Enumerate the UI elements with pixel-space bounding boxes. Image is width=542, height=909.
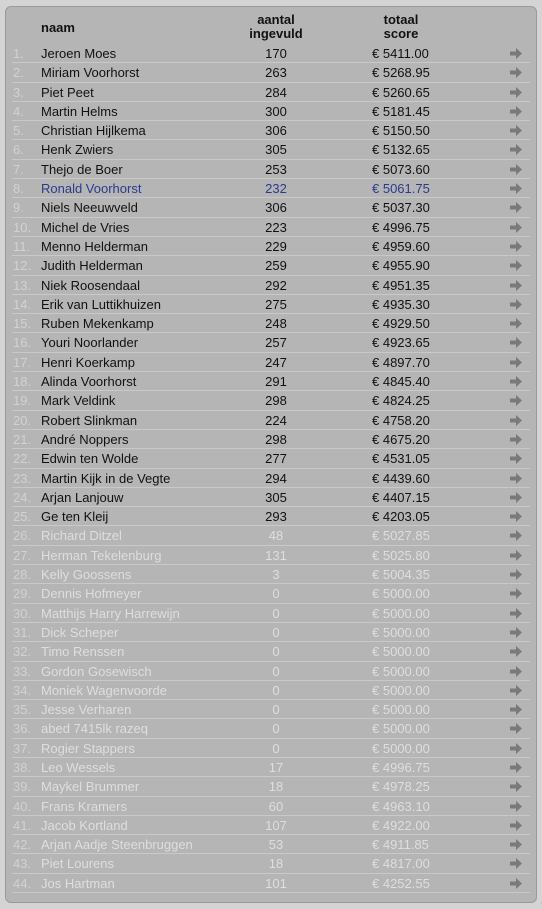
player-name: Frans Kramers: [41, 798, 127, 814]
arrow-right-icon[interactable]: [510, 569, 522, 580]
ranking-row[interactable]: [6, 333, 536, 352]
arrow-right-icon[interactable]: [510, 473, 522, 484]
player-name: Niek Roosendaal: [41, 277, 141, 293]
arrow-right-icon[interactable]: [510, 685, 522, 696]
arrow-right-icon[interactable]: [510, 530, 522, 541]
filled-count: 306: [265, 200, 287, 216]
total-score: € 4817.00: [372, 856, 430, 872]
player-name: Ruben Mekenkamp: [41, 316, 154, 332]
total-score: € 5260.65: [372, 84, 430, 100]
rank-number: 22.: [13, 451, 32, 467]
rank-number: 11.: [13, 238, 31, 254]
filled-count: 0: [272, 721, 280, 737]
player-name: Edwin ten Wolde: [41, 451, 139, 467]
arrow-right-icon[interactable]: [510, 511, 522, 522]
rank-number: 38.: [13, 759, 32, 775]
filled-count: 305: [265, 142, 287, 158]
arrow-right-icon[interactable]: [510, 202, 522, 213]
total-score: € 4929.50: [372, 316, 430, 332]
ranking-row[interactable]: [6, 835, 536, 854]
ranking-row[interactable]: [6, 276, 536, 295]
ranking-row[interactable]: [6, 314, 536, 333]
ranking-row[interactable]: [6, 488, 536, 507]
ranking-row[interactable]: [6, 430, 536, 449]
header-name: naam: [41, 20, 75, 35]
rank-number: 28.: [13, 567, 32, 583]
player-name: Piet Lourens: [41, 856, 114, 872]
arrow-right-icon[interactable]: [510, 299, 522, 310]
filled-count: 224: [265, 412, 287, 428]
total-score: € 5132.65: [372, 142, 430, 158]
ranking-row[interactable]: [6, 623, 536, 642]
ranking-row[interactable]: [6, 449, 536, 468]
player-name: Mark Veldink: [41, 393, 116, 409]
total-score: € 4922.00: [372, 817, 430, 833]
ranking-row[interactable]: [6, 218, 536, 237]
arrow-right-icon[interactable]: [510, 646, 522, 657]
header-score: [351, 13, 451, 41]
arrow-right-icon[interactable]: [510, 241, 522, 252]
total-score: € 4955.90: [372, 258, 430, 274]
ranking-row[interactable]: [6, 507, 536, 526]
rank-number: 24.: [13, 489, 32, 505]
rank-number: 33.: [13, 663, 32, 679]
rank-number: 30.: [13, 605, 32, 621]
total-score: € 4407.15: [372, 489, 430, 505]
player-name: Timo Renssen: [41, 644, 125, 660]
rank-number: 6.: [13, 142, 24, 158]
filled-count: 229: [265, 238, 287, 254]
arrow-right-icon[interactable]: [510, 280, 522, 291]
player-name: Rogier Stappers: [41, 740, 135, 756]
filled-count: 0: [272, 586, 280, 602]
rank-number: 18.: [13, 374, 32, 390]
rank-number: 5.: [13, 123, 24, 139]
total-score: € 5073.60: [372, 161, 430, 177]
filled-count: 170: [265, 46, 287, 61]
filled-count: 277: [265, 451, 287, 467]
player-name: Alinda Voorhorst: [41, 374, 137, 390]
ranking-row[interactable]: [6, 160, 536, 179]
player-name: Miriam Voorhorst: [41, 65, 140, 81]
filled-count: 232: [265, 181, 287, 197]
total-score: € 5004.35: [372, 567, 430, 583]
filled-count: 0: [272, 644, 280, 660]
filled-count: 253: [265, 161, 287, 177]
player-name: Youri Noorlander: [41, 335, 139, 351]
arrow-right-icon[interactable]: [510, 588, 522, 599]
total-score: € 5037.30: [372, 200, 430, 216]
filled-count: 0: [272, 605, 280, 621]
filled-count: 263: [265, 65, 287, 81]
filled-count: 294: [265, 470, 287, 486]
total-score: € 5000.00: [372, 586, 430, 602]
ranking-row[interactable]: [6, 391, 536, 410]
rank-number: 44.: [13, 875, 32, 891]
header-count-line2: ingevuld: [249, 26, 303, 41]
rank-number: 27.: [13, 547, 32, 563]
rank-number: 19.: [13, 393, 32, 409]
arrow-right-icon[interactable]: [510, 395, 522, 406]
filled-count: 223: [265, 219, 287, 235]
player-name: Henri Koerkamp: [41, 354, 135, 370]
rank-number: 43.: [13, 856, 32, 872]
player-name: Gordon Gosewisch: [41, 663, 152, 679]
filled-count: 107: [265, 817, 287, 833]
arrow-right-icon[interactable]: [510, 743, 522, 754]
arrow-right-icon[interactable]: [510, 67, 522, 78]
player-name: Arjan Lanjouw: [41, 489, 124, 505]
ranking-row[interactable]: [6, 854, 536, 873]
filled-count: 292: [265, 277, 287, 293]
rank-number: 36.: [13, 721, 32, 737]
player-name: Henk Zwiers: [41, 142, 114, 158]
ranking-row[interactable]: [6, 121, 536, 140]
total-score: € 4845.40: [372, 374, 430, 390]
player-name: Ge ten Kleij: [41, 509, 109, 525]
arrow-right-icon[interactable]: [510, 434, 522, 445]
arrow-right-icon[interactable]: [510, 878, 522, 889]
rank-number: 23.: [13, 470, 32, 486]
header-count-line1: aantal: [257, 12, 295, 27]
arrow-right-icon[interactable]: [510, 415, 522, 426]
total-score: € 5000.00: [372, 702, 430, 718]
filled-count: 0: [272, 740, 280, 756]
filled-count: 131: [265, 547, 287, 563]
player-name: Richard Ditzel: [41, 528, 122, 544]
ranking-list: [6, 44, 536, 893]
rank-number: 42.: [13, 837, 32, 853]
total-score: € 4897.70: [372, 354, 430, 370]
player-name: Jesse Verharen: [41, 702, 132, 718]
total-score: € 4911.85: [372, 837, 429, 853]
total-score: € 4951.35: [372, 277, 430, 293]
player-name: Dick Scheper: [41, 624, 119, 640]
player-name: Matthijs Harry Harrewijn: [41, 605, 180, 621]
filled-count: 17: [268, 759, 284, 775]
ranking-row[interactable]: [6, 526, 536, 545]
ranking-row[interactable]: [6, 604, 536, 623]
header-score-line2: score: [383, 26, 419, 41]
total-score: € 4935.30: [372, 296, 430, 312]
filled-count: 306: [265, 123, 287, 139]
total-score: € 4758.20: [372, 412, 430, 428]
arrow-right-icon[interactable]: [510, 125, 522, 136]
rank-number: 31.: [13, 624, 32, 640]
arrow-right-icon[interactable]: [510, 723, 522, 734]
player-name: Jos Hartman: [41, 875, 115, 891]
filled-count: 0: [272, 624, 280, 640]
arrow-right-icon[interactable]: [510, 357, 522, 368]
arrow-right-icon[interactable]: [510, 627, 522, 638]
player-name: Maykel Brummer: [41, 779, 140, 795]
filled-count: 305: [265, 489, 287, 505]
player-name: Michel de Vries: [41, 219, 130, 235]
ranking-row[interactable]: [6, 372, 536, 391]
arrow-right-icon[interactable]: [510, 858, 522, 869]
filled-count: 0: [272, 682, 280, 698]
total-score: € 5025.80: [372, 547, 430, 563]
rank-number: 13.: [13, 277, 32, 293]
rank-number: 41.: [13, 817, 32, 833]
rank-number: 16.: [13, 335, 32, 351]
filled-count: 248: [265, 316, 287, 332]
arrow-right-icon[interactable]: [510, 183, 522, 194]
ranking-row[interactable]: [6, 140, 536, 159]
ranking-row[interactable]: [6, 256, 536, 275]
total-score: € 5000.00: [372, 663, 430, 679]
rank-number: 2.: [13, 65, 24, 81]
ranking-row[interactable]: [6, 198, 536, 217]
arrow-right-icon[interactable]: [510, 222, 522, 233]
filled-count: 3: [272, 567, 280, 583]
arrow-right-icon[interactable]: [510, 762, 522, 773]
rank-number: 35.: [13, 702, 32, 718]
player-name: Thejo de Boer: [41, 161, 123, 177]
total-score: € 5268.95: [372, 65, 430, 81]
arrow-right-icon[interactable]: [510, 260, 522, 271]
total-score: € 4252.55: [372, 875, 430, 891]
arrow-right-icon[interactable]: [510, 48, 522, 59]
total-score: € 4978.25: [372, 779, 430, 795]
filled-count: 293: [265, 509, 287, 525]
ranking-row[interactable]: [6, 411, 536, 430]
rank-number: 7.: [13, 161, 24, 177]
rank-number: 25.: [13, 509, 32, 525]
rank-number: 40.: [13, 798, 32, 814]
ranking-row[interactable]: [6, 642, 536, 661]
rank-number: 21.: [13, 431, 32, 447]
rank-number: 4.: [13, 103, 24, 119]
player-name: Herman Tekelenburg: [41, 547, 162, 563]
arrow-right-icon[interactable]: [510, 704, 522, 715]
arrow-right-icon[interactable]: [510, 337, 522, 348]
player-name: Erik van Luttikhuizen: [41, 296, 161, 312]
player-name: Martin Kijk in de Vegte: [41, 470, 171, 486]
total-score: € 5000.00: [372, 605, 430, 621]
ranking-row[interactable]: [6, 295, 536, 314]
arrow-right-icon[interactable]: [510, 164, 522, 175]
ranking-row[interactable]: [6, 681, 536, 700]
total-score: € 4824.25: [372, 393, 430, 409]
rank-number: 20.: [13, 412, 32, 428]
ranking-row[interactable]: [6, 63, 536, 82]
rank-number: 10.: [13, 219, 32, 235]
rank-number: 17.: [13, 354, 32, 370]
filled-count: 18: [268, 779, 284, 795]
ranking-row[interactable]: [6, 353, 536, 372]
player-name: Moniek Wagenvoorde: [41, 682, 167, 698]
total-score: € 4923.65: [372, 335, 430, 351]
ranking-row[interactable]: [6, 237, 536, 256]
rank-number: 14.: [13, 296, 32, 312]
ranking-row[interactable]: [6, 44, 536, 63]
ranking-row[interactable]: [6, 777, 536, 796]
player-name: Christian Hijlkema: [41, 123, 146, 139]
filled-count: 18: [268, 856, 284, 872]
ranking-row[interactable]: [6, 179, 536, 198]
filled-count: 0: [272, 702, 280, 718]
rank-number: 39.: [13, 779, 32, 795]
rank-number: 12.: [13, 258, 32, 274]
player-name: Menno Helderman: [41, 238, 148, 254]
player-name: Jeroen Moes: [41, 46, 117, 61]
ranking-row[interactable]: [6, 469, 536, 488]
ranking-row[interactable]: [6, 546, 536, 565]
ranking-row[interactable]: [6, 739, 536, 758]
arrow-right-icon[interactable]: [510, 453, 522, 464]
player-name: Robert Slinkman: [41, 412, 138, 428]
total-score: € 4996.75: [372, 219, 430, 235]
total-score: € 4959.60: [372, 238, 430, 254]
total-score: € 5000.00: [372, 721, 430, 737]
ranking-row[interactable]: [6, 816, 536, 835]
ranking-row[interactable]: [6, 565, 536, 584]
total-score: € 5000.00: [372, 682, 430, 698]
player-name: André Noppers: [41, 431, 129, 447]
filled-count: 298: [265, 431, 287, 447]
ranking-panel: [5, 6, 537, 903]
arrow-right-icon[interactable]: [510, 87, 522, 98]
total-score: € 5000.00: [372, 644, 430, 660]
arrow-right-icon[interactable]: [510, 144, 522, 155]
ranking-row[interactable]: [6, 83, 536, 102]
arrow-right-icon[interactable]: [510, 492, 522, 503]
total-score: € 5061.75: [372, 181, 430, 197]
filled-count: 300: [265, 103, 287, 119]
arrow-right-icon[interactable]: [510, 801, 522, 812]
ranking-row[interactable]: [6, 102, 536, 121]
total-score: € 4996.75: [372, 759, 430, 775]
filled-count: 48: [268, 528, 284, 544]
rank-number: 8.: [13, 181, 24, 197]
total-score: € 5027.85: [372, 528, 430, 544]
arrow-right-icon[interactable]: [510, 666, 522, 677]
rank-number: 1.: [13, 46, 24, 61]
rank-number: 15.: [13, 316, 32, 332]
header-score-line1: totaal: [383, 12, 419, 27]
player-name: Judith Helderman: [41, 258, 143, 274]
ranking-row[interactable]: [6, 874, 536, 893]
ranking-row[interactable]: [6, 719, 536, 738]
filled-count: 275: [265, 296, 287, 312]
rank-number: 3.: [13, 84, 24, 100]
rank-number: 34.: [13, 682, 32, 698]
rank-number: 29.: [13, 586, 32, 602]
arrow-right-icon[interactable]: [510, 608, 522, 619]
rank-number: 9.: [13, 200, 24, 216]
player-name: Ronald Voorhorst: [41, 181, 142, 197]
player-name: Arjan Aadje Steenbruggen: [41, 837, 193, 853]
total-score: € 4203.05: [372, 509, 430, 525]
total-score: € 4531.05: [372, 451, 430, 467]
filled-count: 0: [272, 663, 280, 679]
rank-number: 37.: [13, 740, 32, 756]
player-name: Kelly Goossens: [41, 567, 132, 583]
player-name: abed 7415lk razeq: [41, 721, 148, 737]
total-score: € 5000.00: [372, 740, 430, 756]
total-score: € 5000.00: [372, 624, 430, 640]
ranking-row[interactable]: [6, 584, 536, 603]
arrow-right-icon[interactable]: [510, 839, 522, 850]
total-score: € 5150.50: [372, 123, 430, 139]
filled-count: 53: [268, 837, 284, 853]
player-name: Leo Wessels: [41, 759, 116, 775]
arrow-right-icon[interactable]: [510, 106, 522, 117]
player-name: Martin Helms: [41, 103, 118, 119]
total-score: € 4963.10: [372, 798, 430, 814]
rank-number: 26.: [13, 528, 32, 544]
filled-count: 291: [265, 374, 287, 390]
total-score: € 4439.60: [372, 470, 430, 486]
total-score: € 5411.00: [372, 46, 429, 61]
ranking-row[interactable]: [6, 758, 536, 777]
player-name: Jacob Kortland: [41, 817, 128, 833]
rank-number: 32.: [13, 644, 32, 660]
filled-count: 284: [265, 84, 287, 100]
filled-count: 60: [268, 798, 284, 814]
header-count: [226, 13, 326, 41]
filled-count: 298: [265, 393, 287, 409]
total-score: € 4675.20: [372, 431, 430, 447]
arrow-right-icon[interactable]: [510, 781, 522, 792]
ranking-row[interactable]: [6, 700, 536, 719]
filled-count: 259: [265, 258, 287, 274]
filled-count: 247: [265, 354, 287, 370]
total-score: € 5181.45: [372, 103, 430, 119]
ranking-row[interactable]: [6, 797, 536, 816]
filled-count: 101: [265, 875, 287, 891]
ranking-row[interactable]: [6, 662, 536, 681]
player-name: Piet Peet: [41, 84, 94, 100]
arrow-right-icon[interactable]: [510, 820, 522, 831]
player-name: Dennis Hofmeyer: [41, 586, 142, 602]
arrow-right-icon[interactable]: [510, 550, 522, 561]
arrow-right-icon[interactable]: [510, 376, 522, 387]
arrow-right-icon[interactable]: [510, 318, 522, 329]
filled-count: 257: [265, 335, 287, 351]
player-name: Niels Neeuwveld: [41, 200, 138, 216]
